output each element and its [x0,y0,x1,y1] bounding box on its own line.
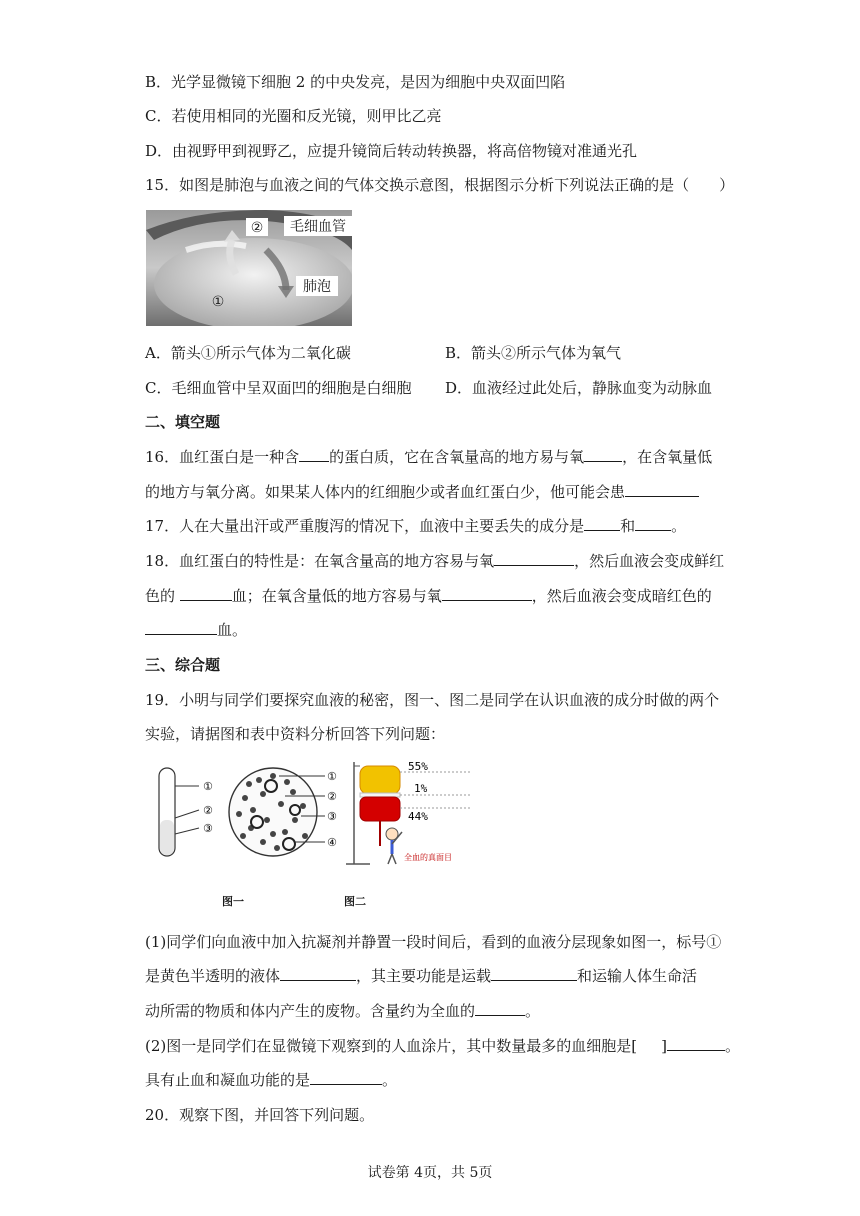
q17-text-a: 17．人在大量出汗或严重腹泻的情况下，血液中主要丢失的成分是 [145,517,585,535]
q16-line-2 [145,482,699,502]
q18-blank-1[interactable] [494,551,574,566]
q16-blank-2[interactable] [584,447,622,462]
q16-text-b: 的蛋白质，它在含氧量高的地方易与氧 [329,448,585,466]
gas-exchange-figure [146,210,352,326]
tube-label-3: ③ [203,822,213,835]
q14-option-b: B．光学显微镜下细胞 2 的中央发亮，是因为细胞中央双面凹陷 [145,73,566,91]
q14-option-c: C．若使用相同的光圈和反光镜，则甲比乙亮 [145,107,442,125]
q15-option-c: C．毛细血管中呈双面凹的细胞是白细胞 [145,379,412,397]
section-comprehensive-heading: 三、综合题 [145,656,221,674]
q18-text-b: ，然后血液会变成鲜红 [574,552,725,570]
buffy-percent: 1% [414,782,428,795]
q18-text-c: 色的 [145,587,180,605]
q15-option-b: B．箭头②所示气体为氧气 [445,344,622,362]
q18-line-1 [145,551,724,571]
q19-part2-text-b: ] [661,1037,667,1055]
q18-line-3 [145,620,247,640]
plasma-layer [360,766,400,794]
q17-text-c: 。 [671,517,687,535]
q19-part1-line-1: (1)同学们向血液中加入抗凝剂并静置一段时间后，看到的血液分层现象如图一，标号① [145,933,722,951]
figure-1-caption: 图一 [222,895,244,908]
q19-part2-text-e: 。 [382,1071,398,1089]
q19-part1-line-3 [145,1001,540,1021]
q16-blank-3[interactable] [625,482,699,497]
q16-blank-1[interactable] [299,447,329,462]
q19-stem-line-2: 实验，请据图和表中资料分析回答下列问题： [145,725,446,743]
q19-blank-5[interactable] [310,1070,382,1085]
q19-blank-1[interactable] [280,966,356,981]
q19-part1-line-2 [145,966,697,986]
q18-line-2 [145,586,712,606]
q19-part2-text-d: 具有止血和凝血功能的是 [145,1071,311,1089]
q16-text-c: ，在含氧量低 [622,448,713,466]
tube-sediment [160,820,174,855]
cell-label-3: ③ [327,810,337,823]
q19-part2-text-a: (2)图一是同学们在显微镜下观察到的人血涂片，其中数量最多的血细胞是[ [145,1037,638,1055]
q19-blank-3[interactable] [475,1001,525,1016]
q19-blank-2[interactable] [491,966,577,981]
whole-blood-note: 全血的真面目 [404,853,452,862]
q18-text-e: ，然后血液会变成暗红色的 [531,587,712,605]
plasma-percent: 55% [408,760,428,773]
q19-blank-4[interactable] [667,1036,725,1051]
q18-text-d: 血；在氧含量低的地方容易与氧 [231,587,442,605]
q18-blank-2[interactable] [180,586,232,601]
figure-label-1: ① [211,294,225,310]
q19-stem-line-1: 19．小明与同学们要探究血液的秘密，图一、图二是同学在认识血液的成分时做的两个 [145,691,720,709]
q16-text-d: 的地方与氧分离。如果某人体内的红细胞少或者血红蛋白少，他可能会患 [145,483,626,501]
figure-label-2: ② [250,220,264,236]
q17-blank-2[interactable] [635,516,671,531]
q17-blank-1[interactable] [584,516,620,531]
section-fill-in-heading: 二、填空题 [145,413,221,431]
tube-label-2: ② [203,804,213,817]
figure-label-alveolus: 肺泡 [303,279,331,295]
q18-text-a: 18．血红蛋白的特性是：在氧含量高的地方容易与氧 [145,552,495,570]
figure-2-caption: 图二 [344,895,366,908]
blood-figure-2 [342,760,482,868]
page-footer: 试卷第 4页，共 5页 [367,1165,493,1181]
q19-part1-text-b: ，其主要功能是运载 [356,967,492,985]
q20-stem: 20．观察下图，并回答下列问题。 [145,1106,375,1124]
cell-label-4: ④ [327,836,337,849]
rbc-percent: 44% [408,810,428,823]
cell-label-2: ② [327,790,337,803]
q19-part1-text-d: 动所需的物质和体内产生的废物。含量约为全血的 [145,1002,476,1020]
red-cell-layer [360,797,400,821]
q19-part1-text-c: 和运输人体生命活 [577,967,698,985]
q16-line-1 [145,447,712,467]
q15-stem: 15．如图是肺泡与血液之间的气体交换示意图，根据图示分析下列说法正确的是（ ） [145,176,735,194]
tube-label-1: ① [203,780,213,793]
q15-option-a: A．箭头①所示气体为二氧化碳 [145,344,351,362]
blood-figure-1 [155,762,345,868]
q14-option-d: D．由视野甲到视野乙，应提升镜筒后转动转换器，将高倍物镜对准通光孔 [145,142,638,160]
q17-line [145,516,686,536]
q16-text-a: 16．血红蛋白是一种含 [145,448,300,466]
q19-part2-line-2 [145,1070,397,1090]
q19-part2-line-1 [145,1036,740,1056]
q19-part2-text-c: 。 [724,1037,740,1055]
q19-part1-text-a: 是黄色半透明的液体 [145,967,281,985]
q19-part1-text-e: 。 [525,1002,541,1020]
buffy-coat-layer [360,793,400,797]
cell-label-1: ① [327,770,337,783]
q18-blank-4[interactable] [145,620,217,635]
q17-text-b: 和 [620,517,636,535]
q15-option-d: D．血液经过此处后，静脉血变为动脉血 [445,379,713,397]
q18-blank-3[interactable] [442,586,532,601]
q18-text-f: 血。 [217,621,248,639]
figure-label-capillary: 毛细血管 [290,219,346,235]
